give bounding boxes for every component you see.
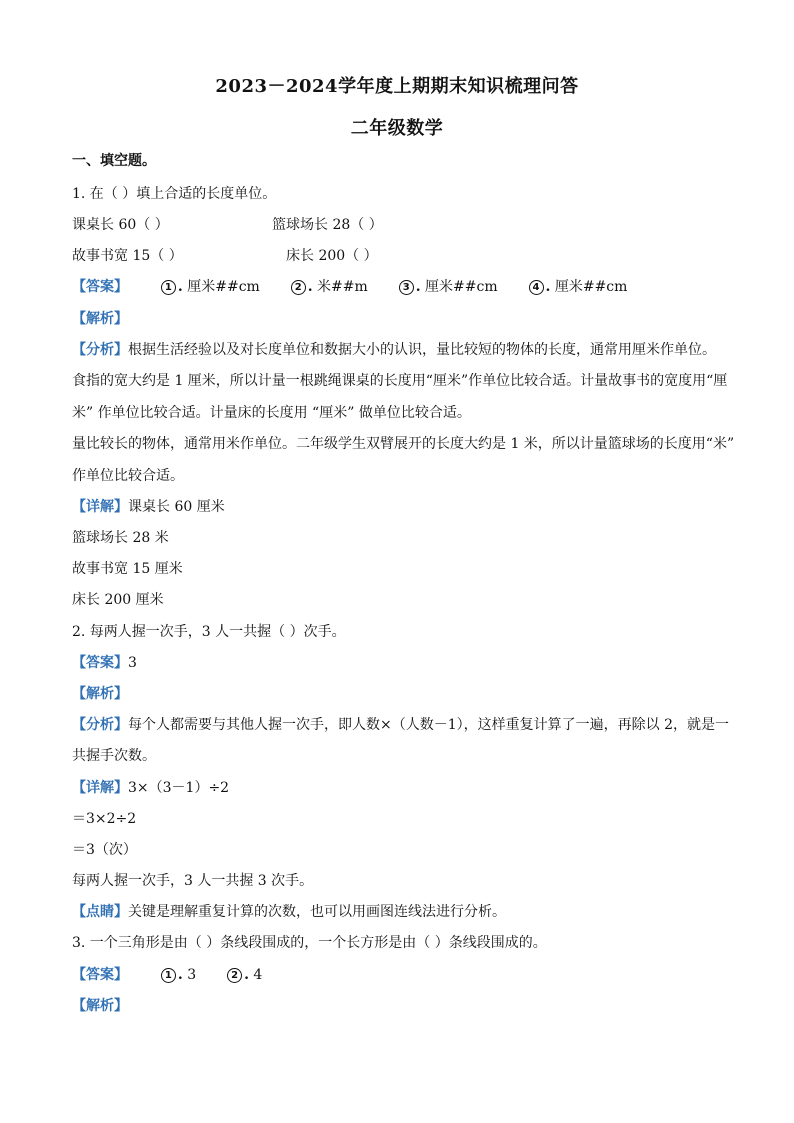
answer-tag: 【答案】 (72, 655, 128, 671)
question-1-blank-desk: 课桌长 60（ ） (72, 217, 169, 233)
xiangjie-tag: 【详解】 (72, 499, 128, 515)
answer-value: 3 (187, 967, 197, 983)
answer-value: 厘米##cm (554, 279, 628, 295)
question-2-answer (72, 652, 137, 672)
document-subtitle: 二年级数学 (350, 118, 444, 139)
detail-line: ＝3（次） (72, 842, 137, 858)
question-3-stem: 3. 一个三角形是由（ ）条线段围成的，一个长方形是由（ ）条线段围成的。 (72, 935, 547, 951)
xiangjie-tag: 【详解】 (72, 780, 128, 796)
detail-line: 篮球场长 28 米 (72, 530, 169, 546)
comment-text: 关键是理解重复计算的次数，也可以用画图连线法进行分析。 (128, 904, 506, 920)
analysis-line (72, 714, 729, 734)
question-1-blank-book: 故事书宽 15（ ） (72, 248, 183, 264)
analysis-tag: 【解析】 (72, 998, 128, 1014)
analysis-line: 米” 作单位比较合适。计量床的长度用 “厘米” 做单位比较合适。 (72, 405, 471, 421)
comment-line (72, 901, 506, 921)
question-1-answer: 【答案】 1 . 厘米##cm 2 . 米##m 3 . 厘米##cm 4 . 厘米##cm (72, 279, 628, 295)
analysis-line: 作单位比较合适。 (72, 468, 184, 484)
circled-number: 2 (291, 280, 306, 295)
detail-text: 3×（3－1）÷2 (128, 780, 230, 796)
analysis-line: 量比较长的物体，通常用米作单位。二年级学生双臂展开的长度大约是 1 米，所以计量篮球场的长度用“米” (72, 436, 735, 452)
detail-line: 故事书宽 15 厘米 (72, 561, 183, 577)
analysis-tag: 【解析】 (72, 311, 128, 327)
detail-line: 每两人握一次手，3 人一共握 3 次手。 (72, 873, 314, 889)
fenxi-text: 每个人都需要与其他人握一次手，即人数×（人数－1），这样重复计算了一遍，再除以 2，就是一 (128, 717, 729, 733)
analysis-line: 共握手次数。 (72, 748, 156, 764)
fenxi-text: 根据生活经验以及对长度单位和数据大小的认识，量比较短的物体的长度，通常用厘米作单位。 (128, 342, 716, 358)
circled-number: 1 (161, 968, 176, 983)
analysis-line (72, 339, 716, 359)
question-1-blank-court: 篮球场长 28（ ） (272, 217, 383, 233)
question-2-stem: 2. 每两人握一次手，3 人一共握（ ）次手。 (72, 624, 346, 640)
analysis-tag: 【解析】 (72, 686, 128, 702)
question-1-stem: 1. 在（ ）填上合适的长度单位。 (72, 186, 277, 202)
circled-number: 4 (529, 280, 544, 295)
detail-line (72, 777, 229, 797)
answer-tag: 【答案】 (72, 279, 128, 295)
fenxi-tag: 【分析】 (72, 342, 128, 358)
detail-line: 床长 200 厘米 (72, 592, 164, 608)
detail-text: 课桌长 60 厘米 (128, 499, 225, 515)
dianjing-tag: 【点睛】 (72, 904, 128, 920)
analysis-line: 食指的宽大约是 1 厘米，所以计量一根跳绳课桌的长度用“厘米”作单位比较合适。计量故事书的宽度用“厘 (72, 373, 728, 389)
circled-number: 2 (227, 968, 242, 983)
circled-number: 3 (399, 280, 414, 295)
answer-value: 米##m (317, 279, 368, 295)
section-heading: 一、填空题。 (72, 153, 156, 169)
answer-tag: 【答案】 (72, 967, 128, 983)
answer-value: 厘米##cm (187, 279, 260, 295)
answer-value: 3 (128, 655, 137, 671)
circled-number: 1 (161, 280, 176, 295)
document-title: 2023－2024学年度上期期末知识梳理问答 (215, 76, 579, 97)
detail-line: ＝3×2÷2 (72, 811, 137, 827)
answer-value: 厘米##cm (425, 279, 498, 295)
question-1-blank-bed: 床长 200（ ） (286, 248, 378, 264)
question-3-answer: 【答案】 1 . 3 2 . 4 (72, 967, 263, 983)
fenxi-tag: 【分析】 (72, 717, 128, 733)
detail-line (72, 496, 225, 516)
answer-value: 4 (253, 967, 263, 983)
